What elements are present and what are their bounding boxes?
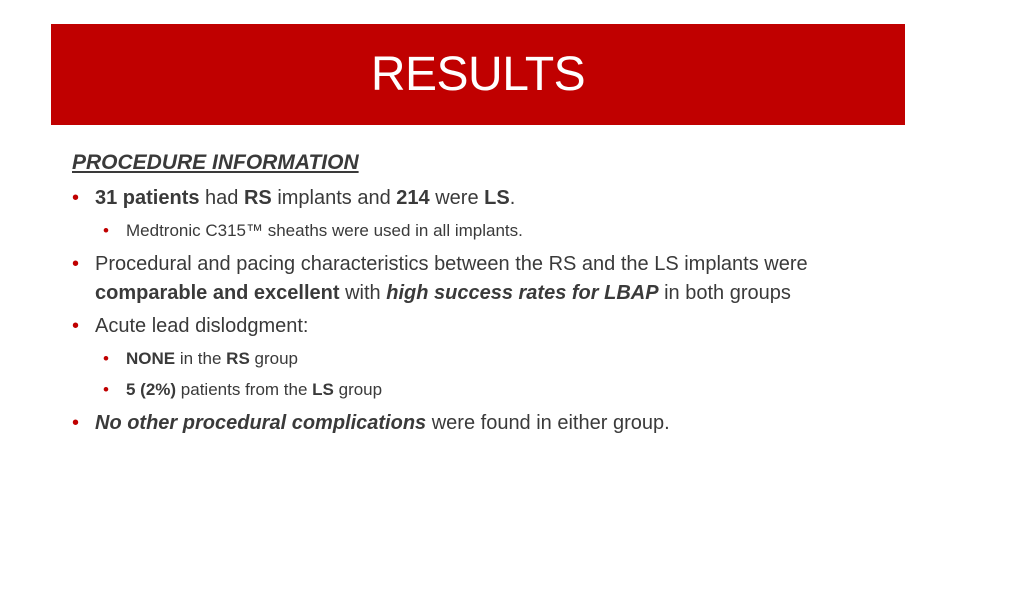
section-heading: PROCEDURE INFORMATION bbox=[72, 151, 359, 174]
bullet-icon: • bbox=[103, 380, 109, 399]
sub-bullet-list bbox=[95, 215, 912, 246]
sub-bullet-ls-group: • 5 (2%) patients from the LS group bbox=[95, 374, 912, 405]
bullet-list bbox=[72, 184, 912, 438]
slide-content bbox=[72, 150, 912, 442]
bullet-item-dislodgment: • Acute lead dislodgment: • NONE in the RS group • 5 (2%) patients from the LS group bbox=[72, 312, 912, 405]
complications-emphasis: No other procedural complications bbox=[95, 412, 427, 434]
ls-label: LS bbox=[484, 187, 510, 209]
success-rates-emphasis: high success rates for LBAP bbox=[386, 282, 659, 304]
sub-bullet-list bbox=[95, 343, 912, 405]
ls-count: 214 bbox=[396, 187, 430, 209]
bullet-icon: • bbox=[103, 221, 109, 240]
slide-title: RESULTS bbox=[370, 48, 586, 101]
title-banner bbox=[51, 24, 905, 125]
sub-bullet-sheaths: • Medtronic C315™ sheaths were used in all implants. bbox=[95, 215, 912, 246]
sub-bullet-rs-group: • NONE in the RS group bbox=[95, 343, 912, 374]
bullet-icon: • bbox=[103, 349, 109, 368]
bullet-icon: • bbox=[72, 187, 80, 209]
bullet-item-patients: • 31 patients had RS implants and 214 were LS. • Medtronic C315™ sheaths were used in all implants. bbox=[72, 184, 912, 246]
bullet-item-characteristics: • Procedural and pacing characteristics between the RS and the LS implants were comparable and excellent with high success rates for LBAP in both groups bbox=[72, 250, 912, 308]
bullet-item-complications: • No other procedural complications were found in either group. bbox=[72, 409, 912, 438]
rs-label: RS bbox=[243, 187, 272, 209]
bullet-icon: • bbox=[72, 315, 80, 337]
bullet-icon: • bbox=[72, 253, 80, 275]
patients-count: 31 patients bbox=[95, 187, 200, 209]
bullet-icon: • bbox=[72, 412, 80, 434]
comparable-emphasis: comparable and excellent bbox=[95, 282, 340, 304]
